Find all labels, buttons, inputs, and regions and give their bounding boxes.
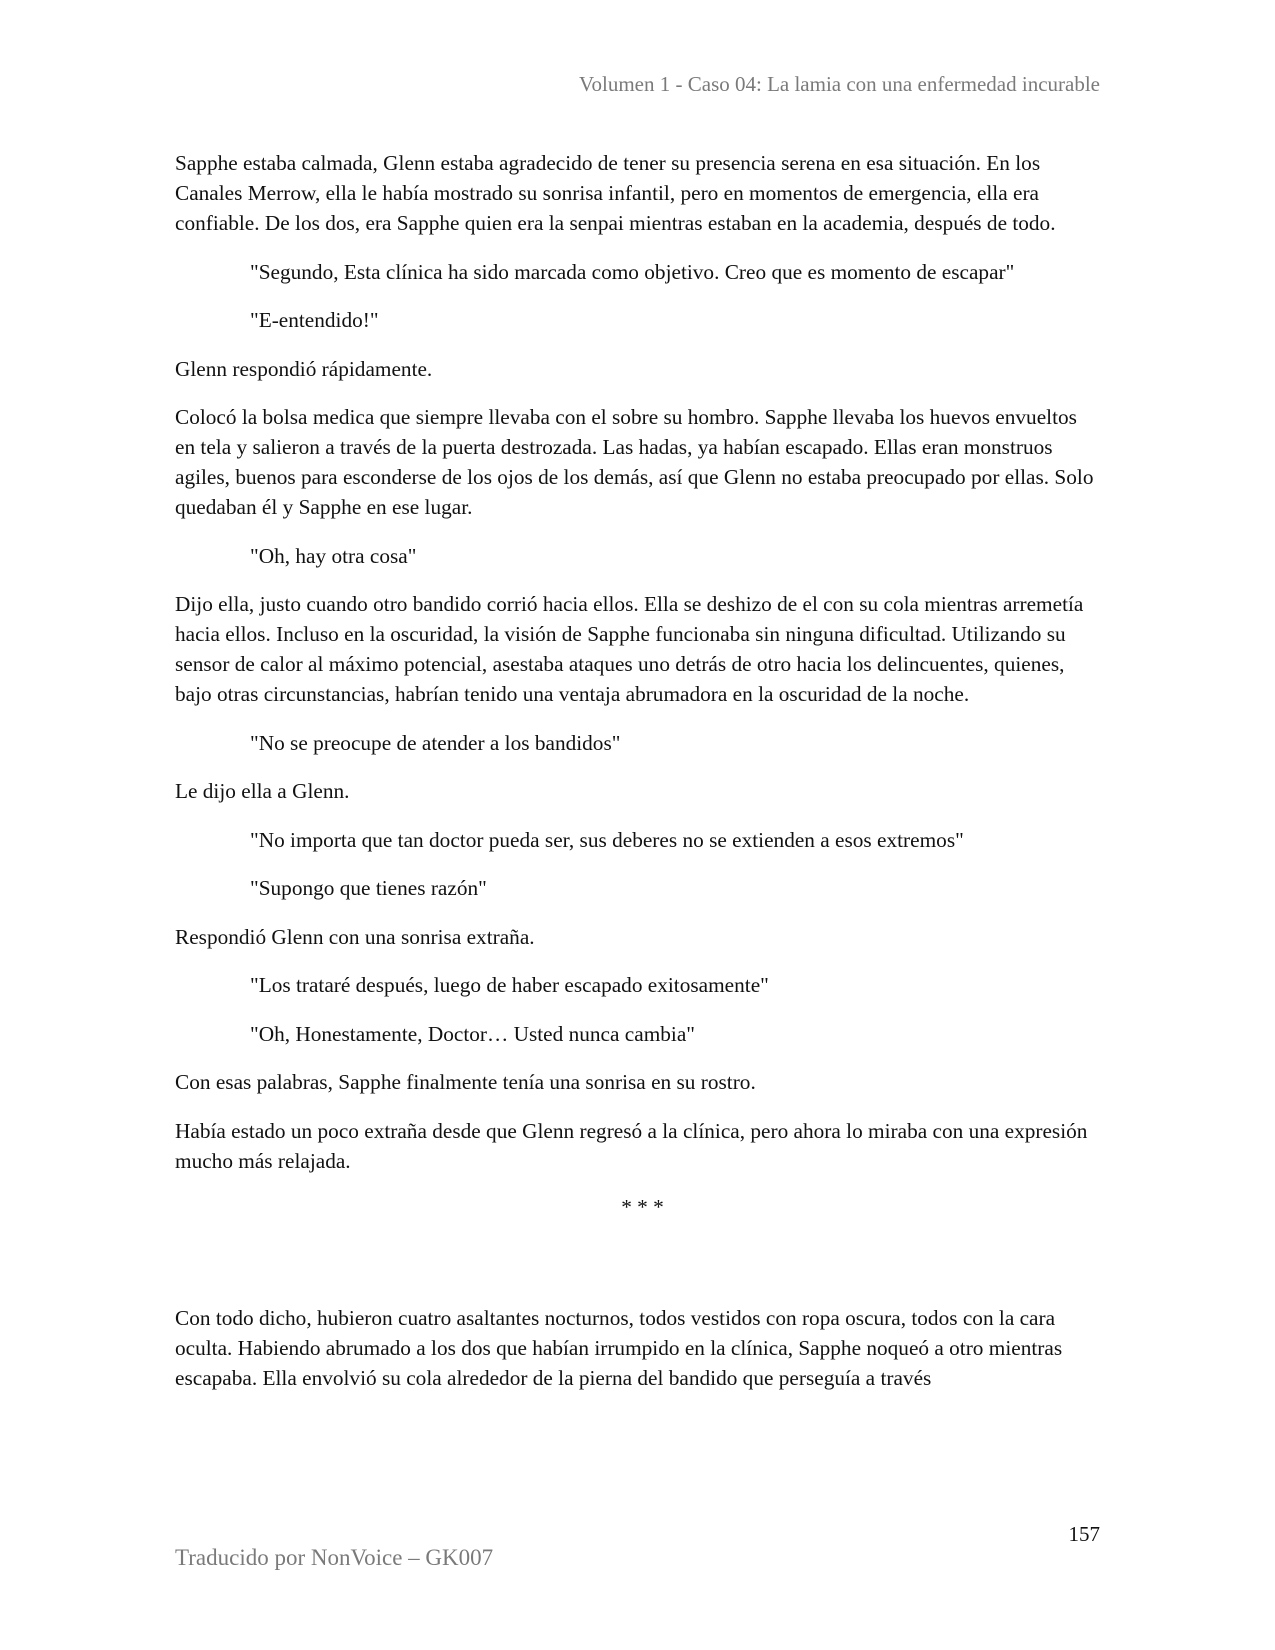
- dialogue-line: "Segundo, Esta clínica ha sido marcada como objetivo. Creo que es momento de escapar": [250, 259, 1015, 284]
- paragraph: Con esas palabras, Sapphe finalmente tenía una sonrisa en su rostro.: [175, 1070, 756, 1094]
- paragraph: Dijo ella, justo cuando otro bandido corrió hacia ellos. Ella se deshizo de el con su cola mientras arremetía hacia ellos. Incluso en la oscuridad, la visión de Sapphe funcionaba sin ninguna dificultad. Utilizando su sensor de calor al máximo potencial, asestaba ataques uno detrás de otro hacia los delincuentes, quienes, bajo otras circunstancias, habrían tenido una ventaja abrumadora en la oscuridad de la noche.: [175, 592, 1084, 706]
- page-body: [175, 148, 1100, 1412]
- paragraph: Le dijo ella a Glenn.: [175, 779, 350, 803]
- translator-credit: Traducido por NonVoice – GK007: [175, 1545, 494, 1570]
- dialogue-line: "No importa que tan doctor pueda ser, sus deberes no se extienden a esos extremos": [250, 827, 964, 852]
- dialogue-line: "Los trataré después, luego de haber escapado exitosamente": [250, 973, 769, 997]
- paragraph: Colocó la bolsa medica que siempre llevaba con el sobre su hombro. Sapphe llevaba los huevos envueltos en tela y salieron a través de la puerta destrozada. Las hadas, ya habían escapado. Ellas eran monstruos agiles, buenos para esconderse de los ojos de los demás, así que Glenn no estaba preocupado por ellas. Solo quedaban él y Sapphe en ese lugar.: [175, 405, 1094, 519]
- dialogue-line: "E-entendido!": [250, 308, 379, 332]
- paragraph: Sapphe estaba calmada, Glenn estaba agradecido de tener su presencia serena en esa situación. En los Canales Merrow, ella le había mostrado su sonrisa infantil, pero en momentos de emergencia, ella era confiable. De los dos, era Sapphe quien era la senpai mientras estaban en la academia, después de todo.: [175, 151, 1056, 235]
- page-number: 157: [1068, 1522, 1100, 1546]
- scene-separator: * * *: [621, 1195, 664, 1219]
- dialogue-line: "No se preocupe de atender a los bandidos": [250, 730, 621, 755]
- dialogue-line: "Oh, hay otra cosa": [250, 543, 417, 568]
- dialogue-line: "Supongo que tienes razón": [250, 876, 487, 900]
- paragraph: Respondió Glenn con una sonrisa extraña.: [175, 924, 535, 949]
- running-header: Volumen 1 - Caso 04: La lamia con una enfermedad incurable: [579, 72, 1100, 96]
- paragraph: Glenn respondió rápidamente.: [175, 356, 433, 381]
- paragraph: Con todo dicho, hubieron cuatro asaltantes nocturnos, todos vestidos con ropa oscura, todos con la cara oculta. Habiendo abrumado a los dos que habían irrumpido en la clínica, Sapphe noqueó a otro mientras escapaba. Ella envolvió su cola alrededor de la pierna del bandido que perseguía a través: [175, 1306, 1063, 1390]
- paragraph: Había estado un poco extraña desde que Glenn regresó a la clínica, pero ahora lo miraba con una expresión mucho más relajada.: [175, 1118, 1088, 1173]
- dialogue-line: "Oh, Honestamente, Doctor… Usted nunca cambia": [250, 1021, 695, 1046]
